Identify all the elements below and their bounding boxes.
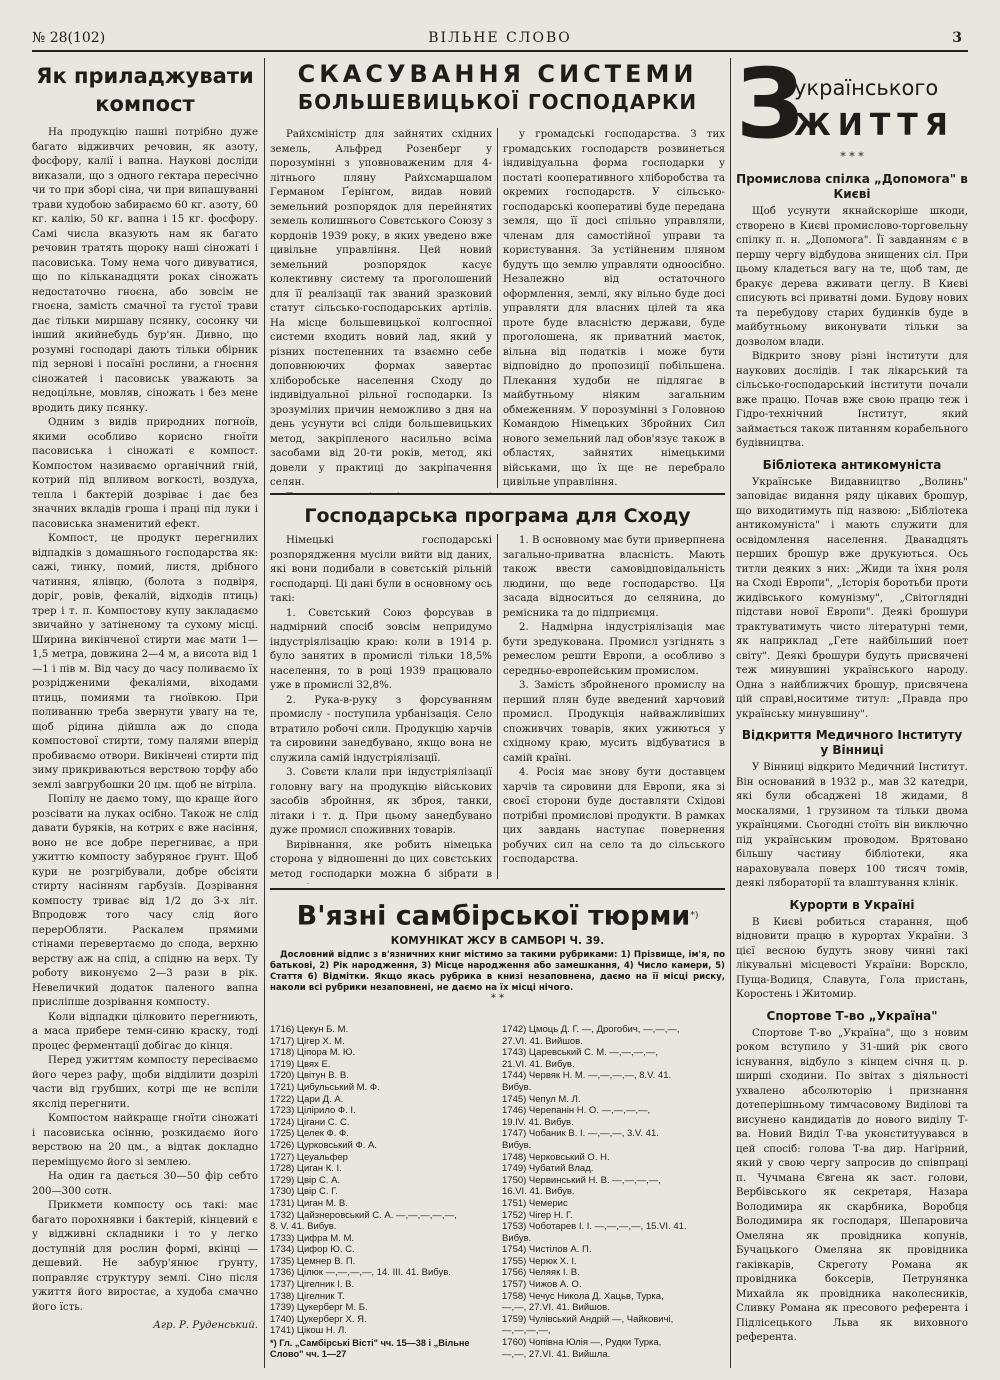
prisoner-entry: 1719) Цвях Е.	[270, 1058, 331, 1070]
abolition-col1	[270, 128, 492, 493]
zshyttia-section-title: Відкриття Медичного Інституту у Вінниці	[741, 728, 963, 757]
prisoner-entry: 1727) Цеуальфер	[270, 1151, 348, 1163]
zshyttia-stars: * * *	[840, 150, 864, 163]
prisoner-entry: 1756) Челяяк І. В.	[502, 1267, 580, 1279]
column-rule	[497, 128, 498, 488]
prisoner-entry: 1728) Циган К. І.	[270, 1163, 342, 1175]
prisoner-entry: 1721) Цибульський М. Ф.	[270, 1081, 380, 1093]
prisoner-entry: 1726) Цурковський Ф. А.	[270, 1139, 377, 1151]
zshyttia-paragraph: Щоб усунути якнайскоріше шкоди, створено в Києві промислово-торговельну спілку п. н. „Допомога". Її завданням є в першу чергу відбудова знищених сіл. При цьому кладеться вагу на те, щоб там, де бракує дерева вживати цеглу. В Києві списують всі приватні доми. Будову нових та перебудову старих будинків буде в майбутньому виконувати тільки за дозволом влади.	[736, 206, 968, 348]
zshyttia-section-title: Промислова спілка „Допомога" в Києві	[736, 172, 968, 201]
column-rule	[497, 534, 498, 879]
compost-paragraph: На один га дається 30—50 фір себто 200—300 сотн.	[32, 1171, 258, 1197]
program-col1	[270, 534, 492, 884]
prisoner-entry: Вибув.	[502, 1139, 532, 1151]
prisoner-entry: 16.VI. 41. Вибув.	[502, 1186, 575, 1198]
prisoner-entry: 1745) Чепул М. Л.	[502, 1093, 581, 1105]
prisoner-entry: 1724) Цігани С. С.	[270, 1116, 350, 1128]
abolition-title-line2: БОЛЬШЕВИЦЬКОЇ ГОСПОДАРКИ	[297, 90, 698, 114]
prisoner-entry: 1730) Цвір С. Г.	[270, 1186, 338, 1198]
prisoner-entry: 19.IV. 41. Вибув.	[502, 1116, 574, 1128]
compost-paragraph: Коли відпадки цілковито перегниють, а маса прибере темн-синю краску, тоді процес ферментації добігає до кінця.	[32, 1011, 258, 1052]
zshyttia-paragraph: Українське Видавництво „Волинь" заповідає видання ряду цікавих брошур, що виходитимуть під назвою: „Бібліотека антикомуніста" і мають служити для освідомлення населення. Дванадцять перших брошур вже друкуються. Ось титли деяких з них: „Жиди та їхня роля на Сході Европи", „Історія боротьби проти жидівського комунізму", „Світоглядні підстави нової Европи". Деякі брошури трактуватимуть чисто літературні теми, як наприклад „Гете найбільший поет світу". Деякі брошури будуть присвячені теж минувшині українського народу. Одна з найближчих брошур, присвячена цій справі,носитиме титул: „Правда про українську минувшину".	[736, 476, 968, 720]
prisoner-entry: 1716) Цекун Б. М.	[270, 1024, 349, 1035]
prisoner-entry: 1744) Червяк Н. М. —,—,—,—, 8.V. 41.	[502, 1070, 672, 1082]
program-headline	[270, 500, 725, 532]
prisoner-entry: 1751) Чемерис	[502, 1197, 568, 1209]
prisoner-entry: 1733) Цифра М. М.	[270, 1232, 355, 1244]
prisoner-entry: 1736) Цілюк —,—,—,—, 14. III. 41. Вибув.	[270, 1267, 451, 1279]
page-header	[32, 30, 968, 52]
prisoner-entry: 1750) Червинський Н. В. —,—,—,—,	[502, 1174, 661, 1186]
program-paragraph: 1. В основному має бути приверпнена загально-приватна власність. Мають також ввести самовідповідальність людини, що веде господарство. Ця засада відноситься до селянина, до ремісника та до підприємця.	[503, 535, 725, 619]
prisoner-entry: 1725) Целек Ф. Ф.	[270, 1128, 349, 1140]
zshyttia-column	[736, 62, 968, 1368]
prisoner-entry: 1752) Чігер Н. Г.	[502, 1209, 573, 1221]
prisoner-entry: 21.VI. 41. Вибув.	[502, 1058, 575, 1070]
zshyttia-paragraph: В Києві робиться старання, щоб відновити працю в курортах України. З цієї весною будуть знову чинні такі лікувальні місцевості України: Ворскло, Пуща-Водиця, Славута, Гола пристань, Коростень і Житомир.	[736, 916, 968, 1000]
prisoners-article	[270, 896, 725, 1368]
paper-name: ВІЛЬНЕ СЛОВО	[428, 30, 572, 46]
prisoners-footnote: *) Гл. „Самбірські Вісті" чч. 15—38 і „Вільне Слово" чч. 1—27	[270, 1338, 470, 1359]
abolition-paragraph: Райхсміністр для зайнятих східних земель, Альфред Розенберг у порозумінні з уповноваженим для 4-літнього пляну Райхсмаршалом Германом Ґерінгом, видав новий земельний розпорядок для перейнятих земель колишнього Совєтського Союзу з кордонів 1939 року, в яких уведено вже цивільне управління. Цей новий земельний розпорядок касує колективну систему та проголошений для її реалізації так званий зразковий статут сільсько-господарських артілів. На місце большевицької колгоспної системи входить новий лад, який у різних постепенних та взаємно себе доповнюючих формах завертає хліборобське населення Сходу до індивідуальної рільної господарки. Із зрозумілих причин неможливо з дня на день усунути всі сліди большевицьких метод, закріпленого насильно всіма засобами від 20-ти років, метод, які довели у практиці до закріпачення селян.	[270, 129, 492, 488]
prisoner-entry: 1757) Чижов А. О.	[502, 1279, 582, 1291]
program-paragraph: Німецькі господарські розпорядження мусіли вийти від даних, які вони подибали в совєтській рільній господарці. Ці дані були в основному ось такі:	[270, 535, 492, 604]
prisoner-entry: 27.VI. 41. Вийшов.	[502, 1035, 583, 1047]
prisoner-entry: 1742) Цмоць Д. Г. —, Дрогобич, —,—,—,	[502, 1024, 680, 1035]
compost-title: Як приладжувати компост	[36, 64, 254, 116]
prisoner-entry: 1737) Цігелник І. В.	[270, 1279, 355, 1291]
prisoner-entry: 1748) Черковський О. Н.	[502, 1151, 610, 1163]
prisoner-entry: 1734) Цифор Ю. С.	[270, 1244, 355, 1256]
zshyttia-section-title: Бібліотека антикомуніста	[762, 457, 942, 472]
compost-signature: Агр. Р. Руденський.	[153, 1320, 258, 1331]
prisoners-title-mark: *)	[690, 911, 699, 921]
prisoner-entry: 1746) Черепанін Н. О. —,—,—,—,	[502, 1105, 651, 1117]
program-col2	[503, 534, 725, 884]
program-title: Господарська програма для Сходу	[304, 505, 691, 527]
prisoners-title: В'язні самбірської тюрми	[296, 900, 691, 932]
prisoner-entry: 1723) Цілірило Ф. І.	[270, 1105, 356, 1117]
zshyttia-line2: ЖИТТЯ	[794, 108, 955, 143]
program-paragraph: 3. Замість збройненого промислу на перший плян буде введений харчовий промисл. Продукція найважливіших споживчих товарів, яких ужиються у східному краю, мусить відбуватися в самій країні.	[503, 680, 725, 764]
issue-number: № 28(102)	[32, 30, 106, 46]
zshyttia-section-title: Спортове Т-во „Україна"	[766, 1008, 938, 1023]
section-rule	[270, 493, 725, 495]
zshyttia-paragraph: У Вінниці відкрито Медичний Інститут. Він оснований в 1932 р., мав 32 катедри, які були обсаджені 18 жидами, 8 москалями, 1 грузином та тільки двома українцями. Сьогодні стоїть він виключно під українським проводом. Врятовано більшу частину бібліотеки, яка нараховувала поверх 100 тисяч томів, деякі лябораторії та влаштування клінік.	[736, 762, 968, 889]
compost-body	[32, 126, 258, 1315]
prisoners-subtitle: КОМУНІКАТ ЖСУ В САМБОРІ Ч. 39.	[390, 935, 605, 948]
abolition-headline	[270, 60, 725, 124]
prisoner-entry: 1749) Чубатий Влад.	[502, 1163, 594, 1175]
prisoner-entry: 1755) Черюк Х. І.	[502, 1255, 577, 1267]
prisoner-entry: —,—, 27.VI. 41. Вийшов.	[502, 1302, 610, 1314]
prisoner-entry: 1722) Цари Д. А.	[270, 1093, 344, 1105]
prisoner-entry: 1741) Цікош Н. Л.	[270, 1325, 347, 1337]
prisoner-entry: 1718) Ціпора М. Ю.	[270, 1047, 356, 1059]
zshyttia-paragraph: Відкрито знову різні інститути для наукових дослідів. І так лікарський та сільсько-господарський інститути почали вже працю. Почав вже свою працю теж і Гідро-технічний Інститут, який займається також питанням корабельного будівництва.	[736, 351, 968, 449]
zshyttia-section-title: Курорти в Україні	[789, 897, 915, 912]
program-paragraph: 2. Рука-в-руку з форсуванням промислу - поступила урбанізація. Село втратило робочі сили. Продукцію харчів та сировини занедбувано, якщо вона не служила самій індустріялізації.	[270, 694, 492, 764]
prisoner-entry: 1758) Чечус Никола Д. Хацьв, Турка,	[502, 1290, 664, 1302]
prisoner-entry: 1717) Цігер Х. М.	[270, 1035, 345, 1047]
compost-paragraph: Одним з видів природних погноїв, якими особливо корисно гноїти пасовиська і сіножаті є компост. Компостом називаємо органічний гній, котрий під впливом вогкості, воздуха, тепла і бактерій дозріває і дає без значних вкладів гроша і праці під луки і пасовиська знаменитий ефект.	[32, 417, 258, 530]
prisoner-entry: 1747) Чобаник В. І. —,—,—, 3.V. 41.	[502, 1128, 659, 1140]
compost-paragraph: Компостом найкраще гноїти сіножаті і пасовиська осінню, розкидаємо його верствою на 20 цм., а відтак докладно переміщуємо його зі землею.	[32, 1113, 258, 1168]
prisoners-stars: * *	[490, 993, 505, 1005]
prisoner-entry: 1743) Царевський С. М. —,—,—,—,	[502, 1047, 658, 1059]
program-paragraph: 3. Совєти клали при індустріялізації головну вагу на продукцію військових засобів збройння, як зброя, танки, літаки і т. д. При цьому занедбувано дуже промисл споживних товарів.	[270, 767, 492, 836]
prisoner-entry: 8. V. 41. Вибув.	[270, 1221, 337, 1233]
program-paragraph: 1. Совєтський Союз форсував в надмірний спосіб зовсім непридумо індустріялізацію краю: коли в 1914 р. було занятих в промислі тільки 18,5% населення, то в році 1939 працювало уже в промислі 32,8%.	[270, 607, 492, 691]
abolition-title-line1: СКАСУВАННЯ СИСТЕМИ	[297, 60, 698, 88]
compost-paragraph: На продукцію пашні потрібно дуже багато відживчих речовин, як азоту, фосфору, калії і вапна. Наукові досліди виказали, що з одного гектара пересічно чи то при зборі сіна, чи при випашуванні трави худобою забираємо 60 кг. азоту, 60 кг. калію, 50 кг. вапна і 15 кг. фосфору. Самі числа вказують нам як багато речовин тратять щороку наші сіножаті і пасовиська. Тому нема чого дивуватися, що по кільканадцяти роках сіножать недостаточно гноєна, або зовсім не гноєна, замість смачної та густої трави дає тільки миршаву псянку, сосонку чи інший якийнебудь бур'ян. Дивно, що розумні господарі дають тільки обірник під зернові і посаїні рослини, а гноєння сіножатей і пасовиськ уважають за недоцільне, мовляв, сіножать і без мене вродить дику псянку.	[32, 127, 258, 414]
prisoner-entry: 1738) Цігелник Т.	[270, 1290, 345, 1302]
prisoners-intro: Дословний відпис з в'язничних книг містимо за такими рубриками: 1) Прізвище, ім'я, по батькові, 2) Рік народження, 3) Місце народження або замешкання, 4) Число камери, 5) Стаття 6) Відмітки. Якщо якась рубрика в книзі незаповнена, даємо на її місці риску, наколи всі рубрики незаповнені, не даємо на їх місці нічого.	[270, 950, 725, 994]
zshyttia-masthead	[736, 62, 968, 166]
program-paragraph: Вирівнання, яке робить німецька сторона у відношенні до цих совєтських метод господарки можна б зібрати в	[270, 839, 492, 880]
compost-paragraph: Компост, це продукт перегнилих відпадків з домашнього господарства як: сажі, тинку, помий, листя, дрібного чатиння, ялівцю, (болота з подвіря, доріг, ровів, фекалій, відходів птиць) трер і т. п. Компостову купу закладаємо звичайно у затіненому та сухому місці. Ширина викінченої стирти має мати 1—1,5 метра, довжина 2—4 м, а висота від 1—1 і пів м. Від часу до часу поливаємо їх розрідженими фекаліями, віходами птиць, помиями та гноївкою. При поливанню треба звернути увагу на те, щоб рідина дійшла аж до спода компостової стирти, тому палями вперід пробиваємо отвори. Викінчені стирти під зиму прикриваються верствою торфу або землі завгрубошки 20 цм. щоб не вітріла.	[32, 533, 258, 791]
prisoner-entry: Вибув.	[502, 1232, 532, 1244]
zshyttia-big-letter: З	[736, 62, 805, 160]
prisoner-entry: 1729) Цвір С. А.	[270, 1174, 341, 1186]
column-rule	[730, 58, 731, 1368]
compost-paragraph: Прикмети компосту ось такі: має багато порохнявки і бактерій, кінцевий є у відживні складники і то у легко доступній для рослин формі, вкінці — дешевий. Не забур'янює ґрунту, поправляє структуру землі. Сіно після ужиття його виростає, а худоба смачно його їсть.	[32, 1200, 258, 1313]
prisoner-entry: 1760) Чопівна Юлія —, Рудки Турка,	[502, 1337, 662, 1349]
abolition-paragraph: у громадські господарства. З тих громадських господарств розвинеться індивідуальна форма господарки у постаті кооперативного хліборобства та окремих господарств. У сільсько-господарські кооперативі буде передана земля, що її досі спільно управляли, членам для самостійної управи та користування. За устійненим пляном будуть що землю управляти одноосібно. Незалежно від остаточного оформлення, землі, яку вільно буде досі управляти для власних цілей та яка проте буде власністю держави, буде проголошена, як приватний маєток, вільна від податків і може бути відповідно до пропозиції побільшена. Плекання худоби не підлягає в майбутньому ніяким загальним обмеженням. У порозумінні з Головною Командою Німецьких Збройних Сил нового земельний лад обов'язує також в областях, зайнятих німецькими військами, що їх ще не перебрало цивільне управління.	[503, 129, 725, 488]
prisoner-entry: 1731) Циган М. В.	[270, 1197, 348, 1209]
prisoners-list-left	[270, 1024, 494, 1337]
zshyttia-line1: українського	[794, 76, 939, 100]
zshyttia-paragraph: Спортове Т-во „Україна", що з новим роком вступило у 31-ший рік свого існування, відбуло з кінцем січня ц. р. ширші сходини. По звітах з діяльності ухвалено абсолюторію і признання дотеперішньому тимчасовому Виділові та висунено кандидатів до нового виділу Т-ва. Новий Виділ Т-ва уконституувався в цей спосіб: голова Т-ва дир. Нагірний, який у свою чергу запросив до співпраці п. Чучмана Євгена як заст. голови, Вербівського як секретаря, Назара Володимира як скарбника, Воробця Володимира як господаря, Шепаровича Омеляна як провідника копунів, Бучацького Омеляна як провідника гаківкарів, Скреготу Романа як провідника боксерів, Петрунянка Михайла як провідника наколесників, Сливку Романа як пресового референта і Підлісецького Льва як виховного референта.	[736, 1027, 968, 1343]
prisoner-entry: —,—,—,—,	[502, 1325, 551, 1337]
prisoner-entry: 1759) Чулівський Андрій —, Чайковичі,	[502, 1313, 674, 1325]
prisoner-entry: —,—, 27.VI. 41. Вийшла.	[502, 1348, 611, 1360]
prisoner-entry: 1754) Чистілов А. П.	[502, 1244, 592, 1256]
compost-article	[32, 60, 258, 1368]
compost-paragraph: Перед ужиттям компосту пересіваємо його через рафу, щоби відділити дозрілі части від грубших, котрі ще не вспіли якслід перегнити.	[32, 1055, 258, 1110]
section-rule	[270, 888, 725, 890]
program-paragraph: 2. Надмірна індустріялізація має бути зредукована. Промисл узгіднять з ремеслом решти Европи, а особливо з середньо-европейським промислом.	[503, 622, 725, 677]
prisoner-entry: 1720) Цвітун В. В.	[270, 1070, 349, 1082]
prisoner-entry: Вибув.	[502, 1081, 532, 1093]
prisoner-entry: 1735) Цемнер В. П.	[270, 1255, 356, 1267]
compost-paragraph: Попілу не даємо тому, що краще його розсівати на луках осібно. Також не слід давати буряків, на котрих є вже насіння, воно не все добре перегниває, а при ужиттю компосту забуряноє ґрунт. Щоб кури не розгрібували, добре обсіяти стирту насінням гарбузів. Дозрівання компосту триває від 1/2 до 3-х літ. Впродовж того часу слід його перерОбляти. Раскалем прямими стінами перевертаємо до спода, верхню верству аж на спід, а спідню на верх. Ту роботу виконуємо 2—3 рази в рік. Невеличкий додаток паленого вапна присліпше дозрівання компосту.	[32, 794, 258, 1008]
prisoner-entry: 1753) Чоботарев І. І. —,—,—,—, 15.VI. 41.	[502, 1221, 687, 1233]
column-rule	[264, 58, 265, 1368]
program-paragraph: 4. Росія має знову бути доставцем харчів та сировини для Европи, яка зі своєї сторони буде доставляти Східові потрібні промислові продукти. В рамках цих завдань наступає повернення робучих сил на село та до сільського господарства.	[503, 767, 725, 865]
abolition-col2	[503, 128, 725, 493]
prisoners-list-right	[502, 1024, 725, 1364]
prisoner-entry: 1739) Цукерберг М. Б.	[270, 1302, 368, 1314]
prisoner-entry: 1732) Цайзнеровський С. А. —,—,—,—,—,	[270, 1209, 457, 1221]
prisoner-entry: 1740) Цукерберг Х. Я.	[270, 1313, 367, 1325]
page-number: 3	[952, 30, 962, 46]
